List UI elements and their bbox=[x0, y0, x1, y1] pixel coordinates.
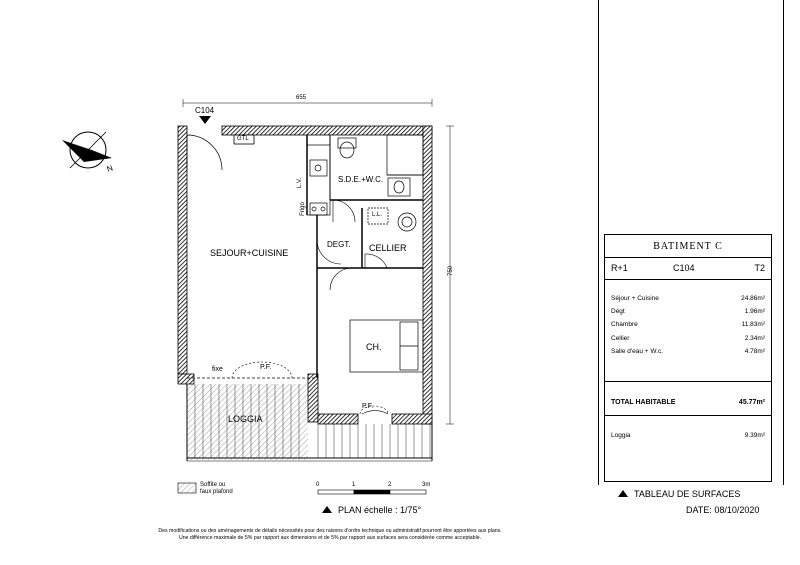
plan-date: DATE: 08/10/2020 bbox=[686, 505, 760, 515]
type-label: T2 bbox=[754, 263, 765, 273]
total-row bbox=[611, 399, 765, 406]
lot-header-row bbox=[611, 263, 765, 273]
row-label: Dégt bbox=[611, 308, 625, 315]
lot-tag: C104 bbox=[195, 106, 215, 115]
svg-text:N: N bbox=[105, 163, 115, 174]
entry-door bbox=[187, 135, 222, 170]
plan-caption bbox=[322, 505, 421, 515]
row-label: Cellier bbox=[611, 335, 630, 342]
dimension-width-label: 655 bbox=[296, 95, 307, 101]
table-row bbox=[611, 348, 765, 355]
triangle-marker-icon bbox=[322, 506, 332, 513]
scale-tick-1: 1 bbox=[352, 482, 356, 488]
legend-soffit-swatch bbox=[178, 483, 196, 493]
row-value: 1.96m² bbox=[744, 308, 765, 315]
fixture-fixe: fixe bbox=[212, 366, 223, 373]
fixture-frigo: Frigo bbox=[299, 202, 306, 216]
row-value: 24.86m² bbox=[741, 295, 765, 302]
row-value: 2.34m² bbox=[744, 335, 765, 342]
room-label-degt: DEGT. bbox=[327, 240, 351, 249]
loggia-label: Loggia bbox=[611, 432, 631, 439]
scale-tick-2: 2 bbox=[388, 482, 392, 488]
scale-tick-0: 0 bbox=[316, 482, 320, 488]
surfaces-table bbox=[604, 234, 772, 482]
table-row bbox=[611, 335, 765, 342]
loggia-row bbox=[611, 432, 765, 439]
level-label: R+1 bbox=[611, 263, 628, 273]
room-label-cellier: CELLIER bbox=[369, 243, 407, 253]
lot-label: C104 bbox=[673, 263, 695, 273]
total-value: 45.77m² bbox=[738, 399, 765, 406]
table-row bbox=[611, 308, 765, 315]
room-label-sejour: SEJOUR+CUISINE bbox=[210, 248, 289, 258]
scale-tick-3: 3m bbox=[422, 482, 431, 488]
entry-marker-icon bbox=[199, 116, 211, 124]
total-label: TOTAL HABITABLE bbox=[611, 399, 676, 406]
room-label-loggia: LOGGIA bbox=[228, 414, 263, 424]
row-label: Chambre bbox=[611, 321, 638, 328]
fixture-lv: L.V. bbox=[297, 177, 304, 189]
fixture-gtl: GTL bbox=[237, 136, 249, 142]
north-arrow-icon bbox=[62, 132, 114, 174]
building-title: BATIMENT C bbox=[653, 241, 723, 252]
disclaimer-line-2: Une différence maximale de 5% par rapport aux dimensions et de 5% par rapport aux surfaces sera considérée comme acceptable. bbox=[178, 535, 482, 541]
triangle-marker-icon bbox=[618, 490, 628, 497]
table-caption bbox=[618, 489, 740, 499]
fixture-pf-living: P.F. bbox=[260, 364, 272, 371]
row-value: 4.78m² bbox=[744, 348, 765, 355]
room-label-sde: S.D.E.+W.C. bbox=[338, 175, 384, 184]
legend-label-line-2: faux plafond bbox=[200, 489, 233, 495]
exterior-walls bbox=[178, 126, 432, 424]
table-row bbox=[611, 295, 765, 302]
bed bbox=[350, 320, 423, 372]
row-label: Séjour + Cuisine bbox=[611, 295, 659, 302]
loggia-value: 9.39m² bbox=[744, 432, 765, 439]
table-row bbox=[611, 321, 765, 328]
row-value: 11.83m² bbox=[741, 321, 765, 328]
table-caption-text: TABLEAU DE SURFACES bbox=[634, 489, 741, 499]
scale-bar bbox=[318, 490, 426, 494]
kitchen-counter bbox=[307, 145, 330, 215]
row-label: Salle d'eau + W.c. bbox=[611, 348, 664, 355]
disclaimer bbox=[110, 528, 550, 542]
disclaimer-line-1: Des modifications ou des aménagements de détails nécessités pour des raisons d'ordre technique ou administratif pourront être apportées aux plans. bbox=[158, 528, 502, 534]
dimension-height-label: 750 bbox=[448, 265, 455, 277]
room-label-chambre: CH. bbox=[366, 342, 382, 352]
legend-label-line-1: Soffite ou bbox=[200, 482, 226, 488]
fixture-pf-bedroom: P.F. bbox=[362, 403, 374, 410]
interior-doors bbox=[317, 200, 388, 414]
plan-caption-text: PLAN échelle : 1/75° bbox=[338, 505, 422, 515]
fixture-ll: L.L. bbox=[372, 212, 383, 218]
dimension-width bbox=[183, 99, 432, 107]
